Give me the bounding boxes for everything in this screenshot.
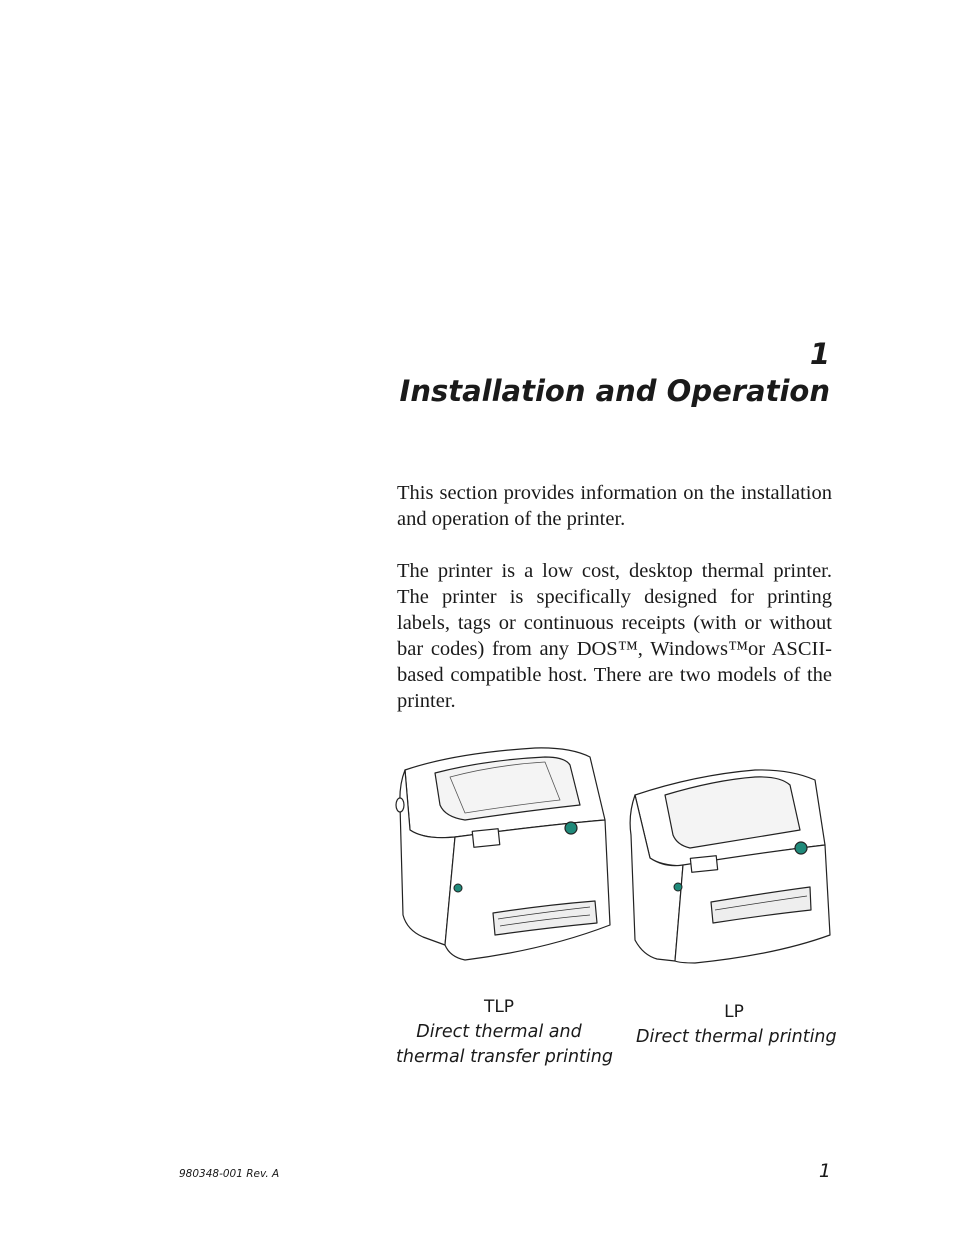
footer-document-number: 980348-001 Rev. A (179, 1168, 280, 1180)
tlp-description-line2: thermal transfer printing (396, 1047, 613, 1067)
lp-model-label: LP (724, 1002, 744, 1022)
chapter-heading (400, 336, 830, 410)
intro-paragraph: This section provides information on the installation and operation of the printer. (397, 482, 832, 530)
tlp-model-label: TLP (483, 997, 515, 1017)
tlp-printer-illustration (396, 748, 610, 960)
printer-illustrations (395, 745, 835, 970)
lp-caption (636, 1000, 837, 1050)
description-paragraph: The printer is a low cost, desktop thermal printer. The printer is specifically designed for printing labels, tags or continuous receipts (with or without bar codes) from any DOS™, Windows™or ASCII-based compatible host. There are two models of the printer. (397, 560, 832, 712)
chapter-title: Installation and Operation (399, 374, 830, 408)
chapter-number: 1 (809, 337, 830, 371)
lp-description-line1: Direct thermal printing (636, 1027, 837, 1047)
lp-printer-illustration (630, 770, 830, 963)
tlp-description-line1: Direct thermal and (416, 1022, 582, 1042)
footer-page-number: 1 (818, 1160, 831, 1182)
tlp-caption (396, 995, 613, 1070)
